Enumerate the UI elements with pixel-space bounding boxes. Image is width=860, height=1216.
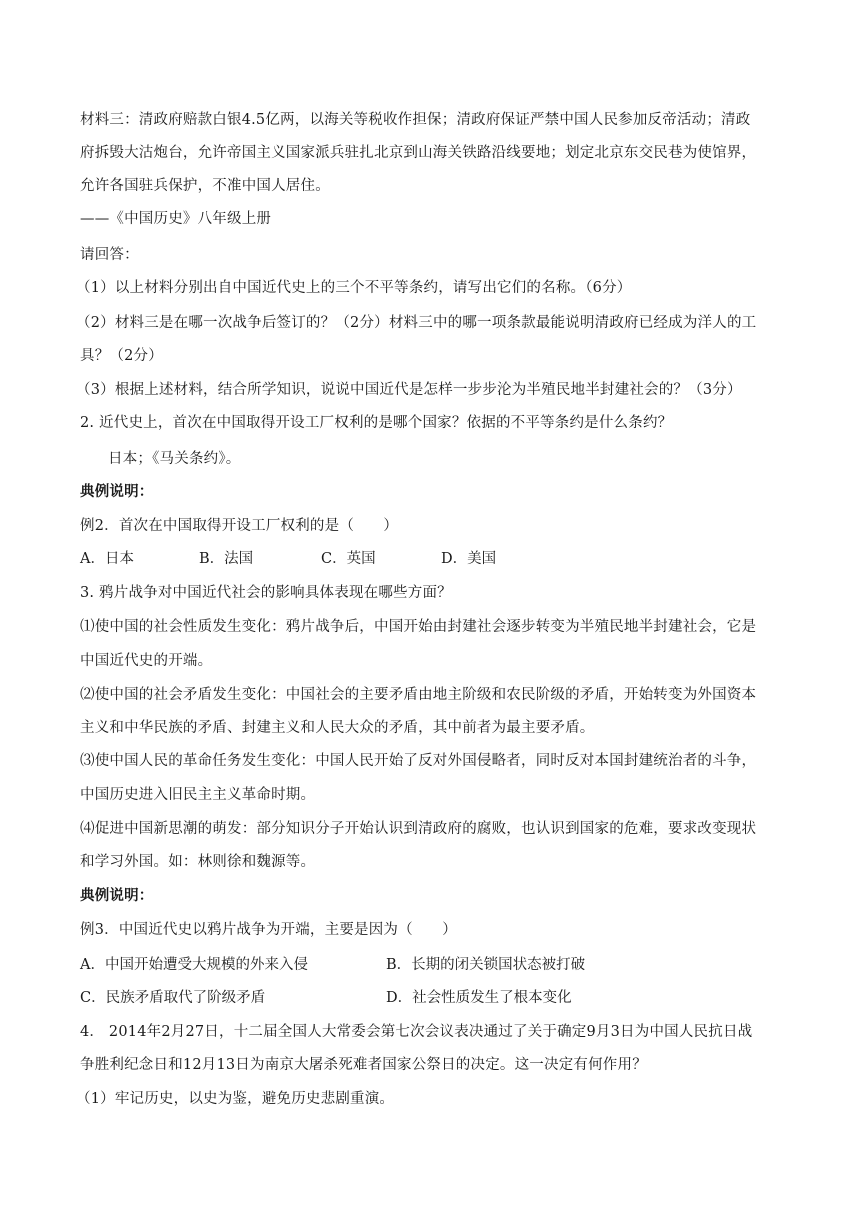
answer-4-point-1: （1）牢记历史，以史为鉴，避免历史悲剧重演。 [76, 1091, 395, 1107]
example-2-option-b: B．法国 [199, 551, 254, 567]
knowledge-point-4-line-1: 4． 2014年2月27日，十二届全国人大常委会第七次会议表决通过了关于确定9月3日为中国人民抗日战 [80, 1024, 753, 1040]
question-1: （1）以上材料分别出自中国近代史上的三个不平等条约，请写出它们的名称。（6分） [76, 280, 632, 296]
material-three-line-3: 允许各国驻兵保护，不准中国人居住。 [80, 178, 330, 194]
example-2-option-c: C．英国 [321, 551, 376, 567]
example-3-option-d: D．社会性质发生了根本变化 [386, 990, 572, 1006]
impact-1-line-2: 中国近代史的开端。 [80, 653, 213, 669]
question-2-line-2: 具？（2分） [80, 348, 163, 364]
example-2-option-d: D．美国 [441, 551, 497, 567]
example-2-question: 例2．首次在中国取得开设工厂权利的是（ ） [80, 518, 399, 534]
knowledge-point-4-line-2: 争胜利纪念日和12月13日为南京大屠杀死难者国家公祭日的决定。这一决定有何作用？ [80, 1057, 647, 1073]
answer-2: 日本；《马关条约》。 [108, 451, 241, 467]
example-heading-1: 典例说明： [80, 483, 154, 500]
impact-1-line-1: ⑴使中国的社会性质发生变化：鸦片战争后，中国开始由封建社会逐步转变为半殖民地半封建社会，它是 [80, 619, 757, 635]
question-3: （3）根据上述材料，结合所学知识，说说中国近代是怎样一步步沦为半殖民地半封建社会的？（3分） [76, 382, 742, 398]
example-2-option-a: A．日本 [80, 551, 134, 567]
knowledge-point-2: 2. 近代史上，首次在中国取得开设工厂权利的是哪个国家？依据的不平等条约是什么条约？ [80, 415, 673, 431]
example-heading-2: 典例说明： [80, 887, 154, 904]
impact-4-line-2: 和学习外国。如：林则徐和魏源等。 [80, 854, 316, 870]
impact-4-line-1: ⑷促进中国新思潮的萌发：部分知识分子开始认识到清政府的腐败，也认识到国家的危难，要求改变现状 [80, 821, 757, 837]
impact-2-line-2: 主义和中华民族的矛盾、封建主义和人民大众的矛盾，其中前者为最主要矛盾。 [80, 720, 595, 736]
example-3-question: 例3．中国近代史以鸦片战争为开端，主要是因为（ ） [80, 922, 457, 938]
material-source: ——《中国历史》八年级上册 [80, 211, 272, 227]
material-three-line-2: 府拆毁大沽炮台，允许帝国主义国家派兵驻扎北京到山海关铁路沿线要地；划定北京东交民巷为使馆界， [80, 145, 757, 161]
material-three-line-1: 材料三：清政府赔款白银4.5亿两，以海关等税收作担保；清政府保证严禁中国人民参加反帝活动；清政 [80, 112, 751, 128]
example-3-option-a: A．中国开始遭受大规模的外来入侵 [80, 957, 308, 973]
knowledge-point-3: 3. 鸦片战争对中国近代社会的影响具体表现在哪些方面？ [80, 585, 452, 601]
impact-2-line-1: ⑵使中国的社会矛盾发生变化：中国社会的主要矛盾由地主阶级和农民阶级的矛盾，开始转变为外国资本 [80, 687, 757, 703]
example-3-option-c: C．民族矛盾取代了阶级矛盾 [80, 990, 266, 1006]
example-3-option-b: B．长期的闭关锁国状态被打破 [386, 957, 586, 973]
impact-3-line-2: 中国历史进入旧民主主义革命时期。 [80, 787, 316, 803]
question-2-line-1: （2）材料三是在哪一次战争后签订的？（2分）材料三中的哪一项条款最能说明清政府已经成为洋人的工 [76, 315, 757, 331]
please-answer: 请回答： [80, 247, 139, 263]
impact-3-line-1: ⑶使中国人民的革命任务发生变化：中国人民开始了反对外国侵略者，同时反对本国封建统治者的斗争， [80, 753, 757, 769]
